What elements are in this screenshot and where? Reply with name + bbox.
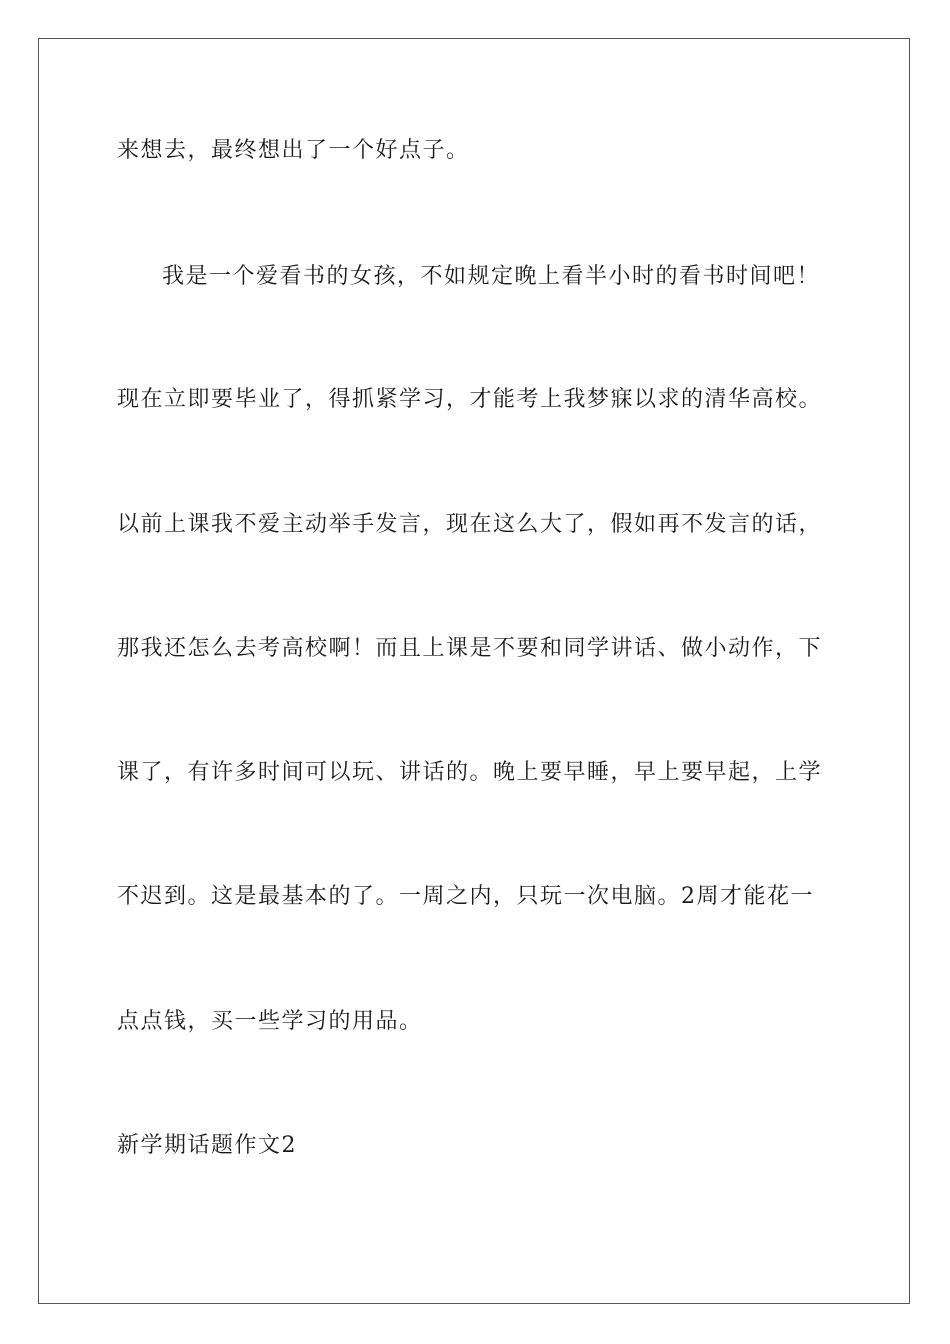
text-line-1: 来想去，最终想出了一个好点子。 xyxy=(117,138,470,163)
text-line-4: 以前上课我不爱主动举手发言，现在这么大了，假如再不发言的话， xyxy=(117,512,823,537)
text-line-5: 那我还怎么去考高校啊！而且上课是不要和同学讲话、做小动作，下 xyxy=(117,636,823,661)
page-border xyxy=(38,38,910,1304)
text-line-2: 我是一个爱看书的女孩，不如规定晚上看半小时的看书时间吧！ xyxy=(162,264,821,289)
text-line-6: 课了，有许多时间可以玩、讲话的。晚上要早睡，早上要早起，上学 xyxy=(117,760,823,785)
text-line-3: 现在立即要毕业了，得抓紧学习，才能考上我梦寐以求的清华高校。 xyxy=(117,387,823,412)
section-title: 新学期话题作文2 xyxy=(117,1133,297,1158)
text-line-8: 点点钱，买一些学习的用品。 xyxy=(117,1009,423,1034)
text-line-7: 不迟到。这是最基本的了。一周之内，只玩一次电脑。2周才能花一 xyxy=(117,884,814,909)
